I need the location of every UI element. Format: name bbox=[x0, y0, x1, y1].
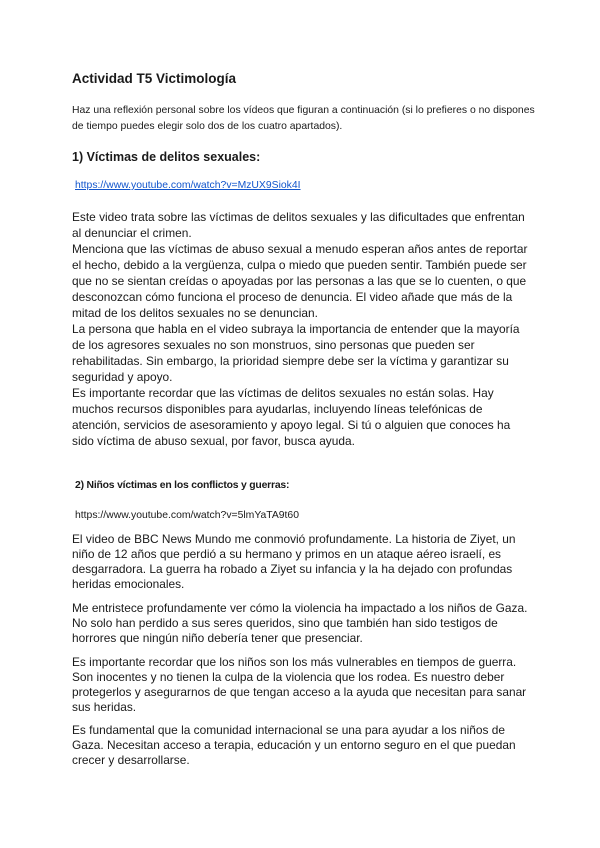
section1-body bbox=[72, 209, 532, 449]
section2-paragraph-1: El video de BBC News Mundo me conmovió profundamente. La historia de Ziyet, un niño de 12 años que perdió a su hermano y primos en un ataque aéreo israelí, es desgarradora. La guerra ha robado a Ziyet su infancia y la ha dejado con profundas heridas emocionales. bbox=[72, 532, 516, 591]
section1-paragraph-1: Este video trata sobre las víctimas de delitos sexuales y las dificultades que enfrentan al denunciar el crimen. bbox=[72, 210, 525, 240]
section1-paragraph-3: La persona que habla en el video subraya la importancia de entender que la mayoría de los agresores sexuales no son monstruos, sino personas que pueden ser rehabilitadas. Sin embargo, la prioridad siempre debe ser la víctima y garantizar su seguridad y apoyo. bbox=[72, 322, 520, 384]
section2-paragraph-4: Es fundamental que la comunidad internacional se una para ayudar a los niños de Gaza. Necesitan acceso a terapia, educación y un entorno seguro en el que puedan crecer y desarrollarse. bbox=[72, 723, 516, 767]
section1-paragraph-2: Menciona que las víctimas de abuso sexual a menudo esperan años antes de reportar el hecho, debido a la vergüenza, culpa o miedo que pueden sentir. También puede ser que no se sientan creídas o apoyadas por las personas a las que se lo cuenten, o que desconozcan cómo funciona el proceso de denuncia. El video añade que más de la mitad de los delitos sexuales no se denuncian. bbox=[72, 242, 528, 320]
section2-paragraph-2: Me entristece profundamente ver cómo la violencia ha impactado a los niños de Gaza. No solo han perdido a sus seres queridos, sino que también han sido testigos de horrores que ningún niño debería tener que presenciar. bbox=[72, 601, 528, 645]
intro-text: Haz una reflexión personal sobre los vídeos que figuran a continuación (si lo prefieres o no dispones de tiempo puedes elegir solo dos de los cuatro apartados). bbox=[72, 105, 535, 132]
section1-video-link[interactable]: https://www.youtube.com/watch?v=MzUX9Siok4I bbox=[75, 180, 301, 191]
section1-heading: 1) Víctimas de delitos sexuales: bbox=[72, 150, 261, 164]
section2-paragraph-3: Es importante recordar que los niños son los más vulnerables en tiempos de guerra. Son inocentes y no tienen la culpa de la violencia que los rodea. Es nuestro deber protegerlos y asegurarnos de que tengan acceso a la ayuda que necesitan para sanar sus heridas. bbox=[72, 655, 527, 714]
section2-video-link[interactable]: https://www.youtube.com/watch?v=5lmYaTA9t60 bbox=[75, 510, 299, 521]
document-title: Actividad T5 Victimología bbox=[72, 71, 237, 86]
section1-paragraph-4: Es importante recordar que las víctimas de delitos sexuales no están solas. Hay muchos recursos disponibles para ayudarlas, incluyendo líneas telefónicas de atención, servicios de asesoramiento y apoyo legal. Si tú o alguien que conoces ha sido víctima de abuso sexual, por favor, busca ayuda. bbox=[72, 386, 511, 448]
section2-heading: 2) Niños víctimas en los conflictos y guerras: bbox=[75, 480, 290, 491]
